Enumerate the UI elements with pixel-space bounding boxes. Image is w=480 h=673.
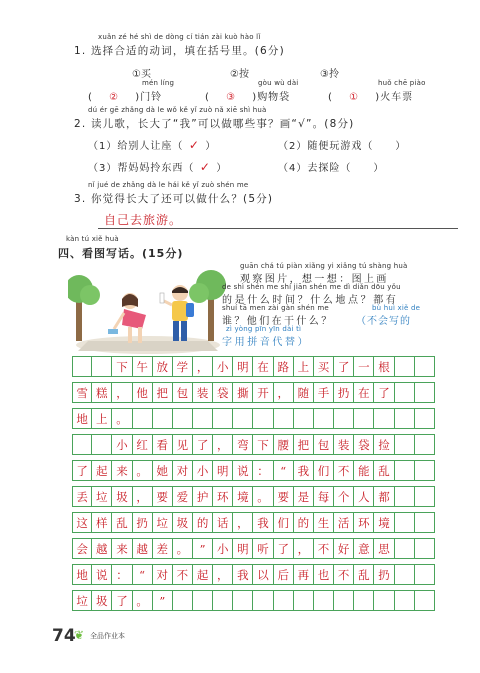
grid-cell: 红 xyxy=(133,434,153,455)
q1-item3-pinyin: huǒ chē piào xyxy=(378,79,426,87)
grid-cell: 捡 xyxy=(374,434,394,455)
grid-cell: 意 xyxy=(354,538,374,559)
q3-answer: 自己去旅游。 xyxy=(104,213,183,227)
grid-cell xyxy=(213,408,233,429)
hint-pinyin-1: bù huì xiě de xyxy=(372,304,421,312)
grid-row xyxy=(72,408,435,429)
grid-cell: 午 xyxy=(133,356,153,377)
grid-cell xyxy=(395,590,415,611)
q2-pinyin: dú ér gē zhǎng dà le wǒ kě yǐ zuò nǎ xiē shì huà xyxy=(88,106,267,114)
grid-cell: 袋 xyxy=(213,382,233,403)
grid-cell: 包 xyxy=(314,434,334,455)
writing-grid xyxy=(72,356,435,616)
grid-cell: 。 xyxy=(112,408,132,429)
grid-cell xyxy=(233,590,253,611)
q2-item1-end: ） xyxy=(205,141,217,152)
grid-cell: 上 xyxy=(294,356,314,377)
boy-backpack xyxy=(186,303,194,317)
q1-item2-answer: ③ xyxy=(226,92,237,103)
grid-cell: 明 xyxy=(233,538,253,559)
grid-cell: 来 xyxy=(112,538,132,559)
grid-cell: 弯 xyxy=(233,434,253,455)
pavement xyxy=(78,341,218,351)
grid-cell: 。 xyxy=(133,590,153,611)
grid-row xyxy=(72,434,435,455)
grid-cell: 他 xyxy=(133,382,153,403)
q1-item-3: ( ① )火车票 xyxy=(328,92,414,103)
grid-cell: 不 xyxy=(314,538,334,559)
grid-cell xyxy=(415,408,435,429)
hint-pinyin-2: zì yòng pīn yīn dài tì xyxy=(226,325,302,333)
q1-item3-answer: ① xyxy=(349,92,360,103)
grid-cell: 包 xyxy=(173,382,193,403)
grid-cell: 袋 xyxy=(354,434,374,455)
q2-item-4 xyxy=(278,159,384,174)
grid-cell xyxy=(415,356,435,377)
grid-cell: 根 xyxy=(374,356,394,377)
grid-cell: 开 xyxy=(253,382,273,403)
grid-cell: 要 xyxy=(274,486,294,507)
grid-cell xyxy=(153,408,173,429)
instr-pinyin-3: shuí tā men zài gàn shén me xyxy=(222,304,329,312)
grid-cell: 在 xyxy=(354,382,374,403)
instr-line-3: 谁？他们在干什么？ xyxy=(222,316,334,327)
grid-cell xyxy=(173,408,193,429)
grid-cell: 。 xyxy=(173,538,193,559)
grid-cell: 圾 xyxy=(173,512,193,533)
grid-cell: 活 xyxy=(334,512,354,533)
grid-row xyxy=(72,460,435,481)
hint-line-2: 字用拼音代替） xyxy=(222,337,311,348)
grid-cell xyxy=(395,564,415,585)
grid-cell: 了 xyxy=(274,538,294,559)
grid-cell xyxy=(193,590,213,611)
grid-cell: 对 xyxy=(173,460,193,481)
grid-cell: “ xyxy=(133,564,153,585)
grid-cell: ， xyxy=(233,512,253,533)
grid-cell: 护 xyxy=(193,486,213,507)
grid-cell: 能 xyxy=(354,460,374,481)
grid-row xyxy=(72,356,435,377)
q2-item-2 xyxy=(278,137,406,152)
grid-row xyxy=(72,486,435,507)
grid-row xyxy=(72,512,435,533)
grid-cell: 乱 xyxy=(112,512,132,533)
q2-item-1 xyxy=(88,137,216,152)
grid-row xyxy=(72,564,435,585)
grid-cell xyxy=(354,408,374,429)
grid-cell: 把 xyxy=(294,434,314,455)
grid-cell: 地 xyxy=(72,564,92,585)
grid-cell: 了 xyxy=(112,590,132,611)
grid-cell: 放 xyxy=(153,356,173,377)
grid-cell: ， xyxy=(213,434,233,455)
grid-row xyxy=(72,590,435,611)
grid-cell: 扔 xyxy=(374,564,394,585)
grid-cell: ， xyxy=(133,486,153,507)
grid-cell: 环 xyxy=(213,486,233,507)
grid-cell: 后 xyxy=(274,564,294,585)
grid-cell xyxy=(274,408,294,429)
grid-cell: 路 xyxy=(274,356,294,377)
hint-line-1: （不会写的 xyxy=(356,316,411,327)
q1-pinyin: xuǎn zé hé shì de dòng cí tián zài kuò hào lǐ xyxy=(98,33,261,41)
q3-pinyin: nǐ jué de zhǎng dà le hái kě yǐ zuò shén me xyxy=(88,181,249,189)
grid-cell xyxy=(415,460,435,481)
grid-cell: 见 xyxy=(173,434,193,455)
grid-cell: 不 xyxy=(334,564,354,585)
grid-cell: 也 xyxy=(314,564,334,585)
grid-cell: 会 xyxy=(72,538,92,559)
grid-cell: 明 xyxy=(233,356,253,377)
grid-cell xyxy=(253,590,273,611)
grid-cell: 人 xyxy=(354,486,374,507)
grid-cell: 我 xyxy=(294,460,314,481)
grid-cell: ， xyxy=(112,382,132,403)
grid-cell: 圾 xyxy=(112,486,132,507)
grid-cell: 不 xyxy=(334,460,354,481)
grid-cell xyxy=(274,590,294,611)
instr-pinyin-1: guān chá tú piàn xiǎng yi xiǎng tú shàng huà xyxy=(240,262,408,270)
grid-cell: 地 xyxy=(72,408,92,429)
grid-cell xyxy=(415,434,435,455)
grid-cell xyxy=(354,590,374,611)
grid-cell: 都 xyxy=(374,486,394,507)
grid-cell: 生 xyxy=(314,512,334,533)
grid-cell: 每 xyxy=(314,486,334,507)
grid-cell xyxy=(314,590,334,611)
grid-cell: 在 xyxy=(253,356,273,377)
grid-cell xyxy=(415,512,435,533)
grid-cell xyxy=(374,408,394,429)
grid-cell: ， xyxy=(193,356,213,377)
grid-cell: 雪 xyxy=(72,382,92,403)
grid-cell: 起 xyxy=(193,564,213,585)
grid-cell xyxy=(395,382,415,403)
grid-cell xyxy=(395,434,415,455)
grid-cell xyxy=(415,538,435,559)
grid-row xyxy=(72,538,435,559)
grid-cell: 了 xyxy=(72,460,92,481)
grid-cell: 的 xyxy=(193,512,213,533)
grid-cell: 小 xyxy=(213,538,233,559)
grid-cell: 对 xyxy=(153,564,173,585)
grid-cell: 垃 xyxy=(153,512,173,533)
grid-cell xyxy=(415,486,435,507)
grid-cell: 要 xyxy=(153,486,173,507)
grid-cell xyxy=(294,590,314,611)
grid-cell: 买 xyxy=(314,356,334,377)
grid-cell: 我 xyxy=(233,564,253,585)
grid-cell: 。 xyxy=(253,486,273,507)
instr-line-2: 的是什么时间？什么地点？都有 xyxy=(222,295,399,306)
grid-cell: 垃 xyxy=(72,590,92,611)
q2-question: 2. 读儿歌，长大了“我”可以做哪些事？画“√”。(8分) xyxy=(74,118,355,130)
grid-cell xyxy=(395,408,415,429)
grid-cell: 了 xyxy=(334,356,354,377)
grid-cell: 的 xyxy=(294,512,314,533)
q1-item2-word: 购物袋 xyxy=(257,92,291,103)
q1-item3-word: 火车票 xyxy=(380,92,414,103)
q2-item4-end: ） xyxy=(373,163,385,174)
q3-answer-line xyxy=(98,228,458,229)
grid-cell: ， xyxy=(213,564,233,585)
grid-cell: 看 xyxy=(153,434,173,455)
grid-cell: 话 xyxy=(213,512,233,533)
grid-cell: 她 xyxy=(153,460,173,481)
boy-arm xyxy=(164,301,172,305)
grid-cell: 撕 xyxy=(233,382,253,403)
grid-cell: 小 xyxy=(193,460,213,481)
grid-cell: 我 xyxy=(253,512,273,533)
grid-cell: 爱 xyxy=(173,486,193,507)
grid-cell: 小 xyxy=(213,356,233,377)
grid-cell xyxy=(395,538,415,559)
instr-line-1: 观察图片，想一想：图上画 xyxy=(240,274,389,285)
grid-cell xyxy=(173,590,193,611)
boy-shirt xyxy=(172,301,188,321)
grid-cell: 好 xyxy=(334,538,354,559)
illustration xyxy=(68,263,228,355)
grid-cell xyxy=(415,590,435,611)
wrapper-on-ground xyxy=(108,329,118,334)
grid-cell: 随 xyxy=(294,382,314,403)
q1-option-2: ②按 xyxy=(230,69,249,80)
grid-row xyxy=(72,382,435,403)
grid-cell: ： xyxy=(112,564,132,585)
q1-item2-pinyin: gòu wù dài xyxy=(258,79,299,87)
grid-cell: 以 xyxy=(253,564,273,585)
grid-cell xyxy=(72,434,92,455)
grid-cell: 样 xyxy=(92,512,112,533)
girl-leg-2 xyxy=(138,327,142,343)
grid-cell: 乱 xyxy=(354,564,374,585)
leaf-icon: ❦ xyxy=(74,628,85,642)
q1-item1-word: 门铃 xyxy=(140,92,163,103)
grid-cell: 上 xyxy=(92,408,112,429)
q2-item2-end: ） xyxy=(395,141,407,152)
grid-cell: 下 xyxy=(253,434,273,455)
grid-cell: 境 xyxy=(233,486,253,507)
grid-cell: 们 xyxy=(314,460,334,481)
grid-cell: 了 xyxy=(374,382,394,403)
grid-cell: ” xyxy=(153,590,173,611)
grid-cell: 说 xyxy=(92,564,112,585)
grid-cell: 腰 xyxy=(274,434,294,455)
grid-cell xyxy=(72,356,92,377)
grid-cell xyxy=(92,356,112,377)
grid-cell: “ xyxy=(274,460,294,481)
boy-leg-1 xyxy=(173,321,179,341)
q2-item3-end: ） xyxy=(216,163,228,174)
grid-cell: 境 xyxy=(374,512,394,533)
grid-cell: ， xyxy=(294,538,314,559)
grid-cell xyxy=(334,590,354,611)
grid-cell xyxy=(395,460,415,481)
grid-cell: 小 xyxy=(112,434,132,455)
grid-cell: 来 xyxy=(112,460,132,481)
q2-item3-check: ✓ xyxy=(199,160,211,174)
section4-pinyin: kàn tú xiě huà xyxy=(66,235,119,243)
q1-question: 1. 选择合适的动词，填在括号里。(6分) xyxy=(74,45,285,57)
q2-item3-label: （3）帮妈妈拎东西（ xyxy=(88,163,195,174)
grid-cell: 垃 xyxy=(92,486,112,507)
grid-cell xyxy=(253,408,273,429)
grid-cell xyxy=(314,408,334,429)
grid-cell xyxy=(213,590,233,611)
grid-cell xyxy=(334,408,354,429)
grid-cell xyxy=(193,408,213,429)
q1-item1-pinyin: mén líng xyxy=(142,79,175,87)
q3-question: 3. 你觉得长大了还可以做什么？(5分) xyxy=(74,193,274,205)
grid-cell: 糕 xyxy=(92,382,112,403)
grid-cell: 把 xyxy=(153,382,173,403)
grid-cell: 学 xyxy=(173,356,193,377)
grid-cell: 扔 xyxy=(133,512,153,533)
grid-cell: 思 xyxy=(374,538,394,559)
grid-cell: 扔 xyxy=(334,382,354,403)
grid-cell xyxy=(133,408,153,429)
grid-cell: ， xyxy=(274,382,294,403)
grid-cell: 差 xyxy=(153,538,173,559)
grid-cell: 说 xyxy=(233,460,253,481)
ice-pop xyxy=(160,293,164,303)
girl-dress xyxy=(122,309,146,329)
grid-cell: ： xyxy=(253,460,273,481)
section4-title: 四、看图写话。(15分) xyxy=(58,247,184,260)
grid-cell xyxy=(415,564,435,585)
q2-item4-label: （4）去探险（ xyxy=(278,163,352,174)
boy-leg-2 xyxy=(181,321,187,341)
grid-cell: 一 xyxy=(354,356,374,377)
q1-option-1: ①买 xyxy=(132,69,151,80)
q1-option-3: ③拎 xyxy=(320,69,339,80)
grid-cell xyxy=(415,382,435,403)
grid-cell: 再 xyxy=(294,564,314,585)
q1-item-2: ( ③ )购物袋 xyxy=(205,92,291,103)
grid-cell: 不 xyxy=(173,564,193,585)
grid-cell: ” xyxy=(193,538,213,559)
page-number: 74 xyxy=(52,626,76,646)
grid-cell xyxy=(92,434,112,455)
q2-item1-check: ✓ xyxy=(188,138,200,152)
grid-cell: 圾 xyxy=(92,590,112,611)
grid-cell xyxy=(374,590,394,611)
grid-cell: 这 xyxy=(72,512,92,533)
grid-cell: 是 xyxy=(294,486,314,507)
grid-cell: 手 xyxy=(314,382,334,403)
grid-cell xyxy=(395,512,415,533)
q1-item-1: ( ② )门铃 xyxy=(88,92,163,103)
grid-cell: 们 xyxy=(274,512,294,533)
q2-item2-label: （2）随便玩游戏（ xyxy=(278,141,374,152)
grid-cell: 了 xyxy=(193,434,213,455)
grid-cell: 乱 xyxy=(374,460,394,481)
grid-cell: 越 xyxy=(92,538,112,559)
grid-cell: 环 xyxy=(354,512,374,533)
grid-cell: 丢 xyxy=(72,486,92,507)
q2-item-3 xyxy=(88,159,227,174)
grid-cell xyxy=(233,408,253,429)
grid-cell: 。 xyxy=(133,460,153,481)
brand-label: 全品作业本 xyxy=(90,632,125,640)
grid-cell: 越 xyxy=(133,538,153,559)
grid-cell: 装 xyxy=(193,382,213,403)
q2-item1-label: （1）给别人让座（ xyxy=(88,141,184,152)
grid-cell xyxy=(395,356,415,377)
grid-cell: 个 xyxy=(334,486,354,507)
grid-cell xyxy=(395,486,415,507)
grid-cell xyxy=(294,408,314,429)
grid-cell: 下 xyxy=(112,356,132,377)
grid-cell: 听 xyxy=(253,538,273,559)
grid-cell: 装 xyxy=(334,434,354,455)
q1-item1-answer: ② xyxy=(109,92,120,103)
instr-pinyin-2: de shì shén me shí jiān shén me dì diǎn dōu yǒu xyxy=(222,283,401,291)
grid-cell: 起 xyxy=(92,460,112,481)
girl-leg-1 xyxy=(128,327,132,343)
grid-cell: 明 xyxy=(213,460,233,481)
